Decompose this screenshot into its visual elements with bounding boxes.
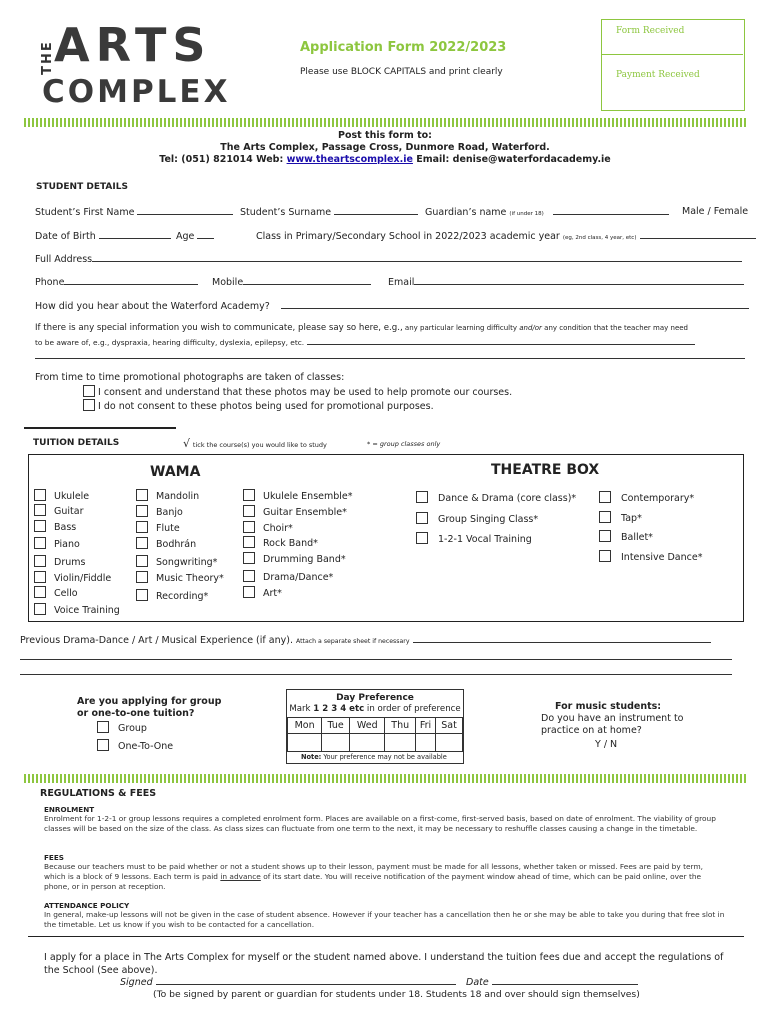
guardian-field[interactable] — [425, 206, 669, 218]
dob-label: Date of Birth — [35, 231, 96, 242]
wama-course-option[interactable] — [136, 521, 180, 534]
heard-about-label: How did you hear about the Waterford Academy? — [35, 301, 270, 312]
theatre-course-checkbox[interactable] — [416, 491, 428, 503]
theatre-course-option[interactable] — [599, 491, 694, 504]
wama-course-label: Songwriting* — [156, 557, 218, 568]
experience-field[interactable] — [20, 634, 711, 646]
office-use-box — [601, 19, 745, 111]
wama-course-label: Bass — [54, 522, 77, 533]
address-field[interactable] — [35, 253, 742, 265]
theatre-course-checkbox[interactable] — [599, 511, 611, 523]
group-checkbox[interactable] — [97, 721, 109, 733]
divider-stripe — [24, 118, 748, 127]
mobile-label: Mobile — [212, 277, 244, 288]
wama-course-checkbox[interactable] — [34, 571, 46, 583]
wama-course-label: Cello — [54, 588, 78, 599]
surname-field[interactable] — [240, 206, 418, 218]
day-preference-title: Day Preference — [336, 693, 414, 703]
wama-course-option[interactable] — [34, 586, 78, 599]
wama-course-option[interactable] — [34, 537, 80, 550]
wama-course-label: Mandolin — [156, 491, 200, 502]
attendance-title: ATTENDANCE POLICY — [44, 901, 130, 910]
day-wed-entry[interactable] — [350, 734, 385, 752]
wama-course-option[interactable] — [136, 571, 224, 584]
tuition-top-line — [24, 427, 176, 429]
wama-group-course-checkbox[interactable] — [243, 505, 255, 517]
dob-field[interactable] — [35, 230, 171, 242]
fees-title: FEES — [44, 853, 64, 862]
form-received-label: Form Received — [616, 26, 685, 36]
theatre-course-option[interactable] — [599, 530, 653, 543]
wama-course-checkbox[interactable] — [34, 555, 46, 567]
one-to-one-checkbox[interactable] — [97, 739, 109, 751]
day-preference-instruction: Mark 1 2 3 4 etc in order of preference — [289, 704, 461, 714]
phone-field[interactable] — [35, 276, 198, 288]
declaration-text: I apply for a place in The Arts Complex for myself or the student named above. I understand the tuition fees due and accept the regulations of the School (See above). — [44, 952, 724, 976]
theatre-course-label: Ballet* — [621, 532, 653, 543]
wama-group-course-option[interactable] — [243, 505, 347, 518]
day-preference-note: Note: Your preference may not be available — [301, 753, 447, 761]
gender-field[interactable]: Male / Female — [682, 206, 749, 217]
guardian-note: (if under 18) — [509, 211, 544, 217]
theatre-course-checkbox[interactable] — [416, 512, 428, 524]
address-label: Full Address — [35, 254, 93, 265]
wama-course-checkbox[interactable] — [34, 537, 46, 549]
day-thu-entry[interactable] — [385, 734, 416, 752]
instrument-answer[interactable]: Y / N — [595, 739, 618, 750]
wama-group-course-checkbox[interactable] — [243, 521, 255, 533]
wama-course-option[interactable] — [34, 520, 76, 533]
wama-course-label: Violin/Fiddle — [54, 573, 112, 584]
wama-course-option[interactable] — [34, 504, 83, 517]
theatre-course-option[interactable] — [599, 550, 702, 563]
first-name-field[interactable] — [35, 206, 233, 218]
group-option[interactable] — [97, 721, 147, 734]
no-consent-checkbox[interactable] — [83, 399, 95, 411]
logo-complex: COMPLEX — [42, 74, 231, 110]
wama-course-checkbox[interactable] — [136, 521, 148, 533]
wama-course-label: Guitar — [54, 506, 84, 517]
group-question-line2: or one-to-one tuition? — [77, 708, 195, 719]
day-fri-entry[interactable] — [416, 734, 436, 752]
theatre-box-title: THEATRE BOX — [491, 462, 600, 478]
wama-group-course-checkbox[interactable] — [243, 489, 255, 501]
signature-note: (To be signed by parent or guardian for students under 18. Students 18 and over should sign themselves) — [153, 989, 640, 1000]
wama-course-option[interactable] — [136, 555, 217, 568]
logo — [39, 18, 240, 110]
student-details-heading: STUDENT DETAILS — [36, 182, 128, 192]
tuition-heading: TUITION DETAILS — [33, 438, 120, 448]
email-field[interactable] — [388, 276, 744, 288]
wama-course-checkbox[interactable] — [136, 555, 148, 567]
wama-group-course-checkbox[interactable] — [243, 552, 255, 564]
regulations-box — [28, 781, 744, 937]
theatre-course-label: Tap* — [621, 513, 642, 524]
fees-text: Because our teachers must to be paid whether or not a student shows up to their lesson, payment must be made for all lessons, whether taken or missed. Fees are paid by term, which is a block of 9 lessons. Each term is paid in advance of its start date. You will receive notification of the payment window ahead of time, which can be paid online, over the phone, or in person at reception. — [44, 862, 703, 891]
one-to-one-option[interactable] — [97, 739, 173, 752]
theatre-course-option[interactable] — [416, 532, 532, 545]
wama-course-checkbox[interactable] — [136, 505, 148, 517]
wama-group-course-checkbox[interactable] — [243, 570, 255, 582]
wama-group-course-option[interactable] — [243, 489, 353, 502]
no-consent-option[interactable] — [83, 399, 434, 412]
signature-field[interactable] — [120, 976, 456, 988]
email-label: Email — [388, 277, 415, 288]
regulations-heading: REGULATIONS & FEES — [40, 788, 157, 799]
payment-received-label: Payment Received — [616, 70, 700, 80]
music-students-q1: Do you have an instrument to — [541, 713, 684, 724]
special-info-line2[interactable] — [35, 336, 695, 347]
first-name-label: Student’s First Name — [35, 207, 135, 218]
special-info-extra-line[interactable] — [35, 358, 745, 359]
surname-label: Student’s Surname — [240, 207, 332, 218]
day-wed[interactable]: Wed — [350, 718, 385, 734]
theatre-course-option[interactable] — [599, 511, 642, 524]
wama-course-label: Flute — [156, 523, 180, 534]
day-mon[interactable]: Mon — [288, 718, 322, 734]
form-instruction: Please use BLOCK CAPITALS and print clearly — [300, 67, 503, 77]
wama-course-checkbox[interactable] — [136, 537, 148, 549]
theatre-course-option[interactable] — [416, 512, 538, 525]
day-grid — [287, 717, 463, 752]
experience-line-2[interactable] — [20, 659, 732, 660]
tick-instruction: √ tick the course(s) you would like to study — [183, 437, 327, 450]
theatre-course-label: Contemporary* — [621, 493, 695, 504]
special-info-line1: If there is any special information you wish to communicate, please say so here, e.g., any particular learning difficulty and/or any condition that the teacher may need — [35, 323, 689, 333]
wama-group-course-option[interactable] — [243, 570, 333, 583]
wama-course-label: Piano — [54, 539, 80, 550]
school-class-note: (eg, 2nd class, 4 year, etc) — [562, 235, 637, 241]
wama-group-course-checkbox[interactable] — [243, 536, 255, 548]
theatre-course-label: Dance & Drama (core class)* — [438, 493, 577, 504]
group-option-label: Group — [118, 723, 147, 734]
wama-group-course-option[interactable] — [243, 586, 282, 599]
enrolment-text: Enrolment for 1-2-1 or group lessons requires a completed enrolment form. Places are available on a first-come, first-served basis, based on date of enrolment. The viability of group classes will be based on the size of the class. As class sizes can fluctuate from one term to the next, it may be necessary to reshuffle classes causing a change in the timetable. — [44, 814, 716, 833]
wama-course-option[interactable] — [34, 571, 111, 584]
wama-course-checkbox[interactable] — [136, 589, 148, 601]
email-label: Email: denise@waterfordacademy.ie — [412, 154, 611, 165]
experience-line-3[interactable] — [20, 674, 732, 675]
heard-about-field[interactable] — [35, 300, 749, 312]
day-mon-entry[interactable] — [288, 734, 322, 752]
experience-label: Previous Drama-Dance / Art / Musical Experience (if any). — [20, 635, 293, 646]
attendance-text: In general, make-up lessons will not be given in the case of student absence. However if your teacher has a cancellation then he or she may be able to take you during that free slot in the timetable. Let us know if you wish to be contacted for a cancellation. — [44, 910, 725, 929]
theatre-course-option[interactable] — [416, 491, 576, 504]
school-class-label: Class in Primary/Secondary School in 2022/2023 academic year — [256, 231, 560, 242]
day-tue-entry[interactable] — [322, 734, 350, 752]
wama-course-option[interactable] — [34, 555, 85, 568]
no-consent-label: I do not consent to these photos being used for promotional purposes. — [98, 401, 434, 412]
phone-label: Phone — [35, 277, 65, 288]
consent-label: I consent and understand that these photos may be used to help promote our courses. — [98, 387, 513, 398]
one-to-one-label: One-To-One — [118, 741, 174, 752]
wama-group-course-label: Guitar Ensemble* — [263, 507, 347, 518]
music-students-q2: practice on at home? — [541, 725, 642, 736]
post-to-heading: Post this form to: — [338, 130, 432, 141]
theatre-course-checkbox[interactable] — [416, 532, 428, 544]
enrolment-title: ENROLMENT — [44, 805, 95, 814]
wama-course-option[interactable] — [136, 589, 208, 602]
wama-course-checkbox[interactable] — [34, 520, 46, 532]
music-students-title: For music students: — [555, 701, 662, 712]
wama-course-option[interactable] — [136, 537, 196, 550]
wama-course-checkbox[interactable] — [34, 586, 46, 598]
wama-title: WAMA — [150, 464, 201, 480]
form-title: Application Form 2022/2023 — [300, 40, 507, 55]
day-tue[interactable]: Tue — [322, 718, 350, 734]
wama-course-checkbox[interactable] — [34, 504, 46, 516]
wama-course-label: Banjo — [156, 507, 183, 518]
signed-label: Signed — [120, 977, 153, 988]
wama-group-course-label: Rock Band* — [263, 538, 318, 549]
wama-course-option[interactable] — [136, 505, 183, 518]
wama-course-label: Drums — [54, 557, 86, 568]
theatre-course-label: Group Singing Class* — [438, 514, 539, 525]
wama-group-course-label: Choir* — [263, 523, 293, 534]
day-fri[interactable]: Fri — [416, 718, 436, 734]
consent-option[interactable] — [83, 385, 512, 398]
wama-group-course-option[interactable] — [243, 552, 346, 565]
post-to-address: The Arts Complex, Passage Cross, Dunmore Road, Waterford. — [220, 142, 550, 153]
wama-course-label: Bodhrán — [156, 539, 197, 550]
post-to-contact — [0, 154, 770, 165]
special-info-label: to be aware of, e.g., dyspraxia, hearing difficulty, dyslexia, epilepsy, etc. — [35, 338, 305, 347]
consent-checkbox[interactable] — [83, 385, 95, 397]
day-sat-entry[interactable] — [436, 734, 463, 752]
website-link[interactable]: www.theartscomplex.ie — [286, 154, 413, 165]
date-field[interactable] — [466, 976, 638, 988]
wama-course-option[interactable] — [34, 603, 120, 616]
logo-arts: ARTS — [54, 18, 212, 72]
wama-course-checkbox[interactable] — [34, 603, 46, 615]
wama-course-label: Voice Training — [54, 605, 120, 616]
wama-course-checkbox[interactable] — [136, 571, 148, 583]
wama-group-course-label: Art* — [263, 588, 282, 599]
theatre-course-label: 1-2-1 Vocal Training — [438, 534, 532, 545]
wama-group-course-label: Ukulele Ensemble* — [263, 491, 353, 502]
tel-web-label: Tel: (051) 821014 Web: — [159, 154, 287, 165]
day-thu[interactable]: Thu — [385, 718, 416, 734]
age-label: Age — [176, 231, 195, 242]
theatre-course-label: Intensive Dance* — [621, 552, 703, 563]
photos-intro: From time to time promotional photographs are taken of classes: — [35, 372, 345, 383]
wama-course-checkbox[interactable] — [136, 489, 148, 501]
guardian-label: Guardian’s name — [425, 207, 507, 218]
wama-group-course-checkbox[interactable] — [243, 586, 255, 598]
wama-course-label: Music Theory* — [156, 573, 224, 584]
wama-course-checkbox[interactable] — [34, 489, 46, 501]
group-note: * = group classes only — [367, 440, 441, 448]
wama-course-option[interactable] — [34, 489, 89, 502]
theatre-course-checkbox[interactable] — [599, 491, 611, 503]
tick-icon: √ — [183, 437, 191, 450]
age-field[interactable] — [176, 230, 214, 242]
day-sat[interactable]: Sat — [436, 718, 463, 734]
wama-course-label: Recording* — [156, 591, 209, 602]
wama-group-course-label: Drumming Band* — [263, 554, 346, 565]
day-preference-box — [286, 689, 464, 764]
theatre-course-checkbox[interactable] — [599, 530, 611, 542]
experience-note: Attach a separate sheet if necessary — [296, 638, 410, 645]
theatre-course-checkbox[interactable] — [599, 550, 611, 562]
wama-course-option[interactable] — [136, 489, 199, 502]
group-question-line1: Are you applying for group — [77, 696, 222, 707]
wama-group-course-option[interactable] — [243, 521, 293, 534]
wama-group-course-option[interactable] — [243, 536, 318, 549]
logo-the: THE — [39, 40, 55, 75]
school-class-field[interactable] — [256, 230, 756, 242]
wama-group-course-label: Drama/Dance* — [263, 572, 334, 583]
date-label: Date — [466, 977, 489, 988]
mobile-field[interactable] — [212, 276, 371, 288]
wama-course-label: Ukulele — [54, 491, 90, 502]
